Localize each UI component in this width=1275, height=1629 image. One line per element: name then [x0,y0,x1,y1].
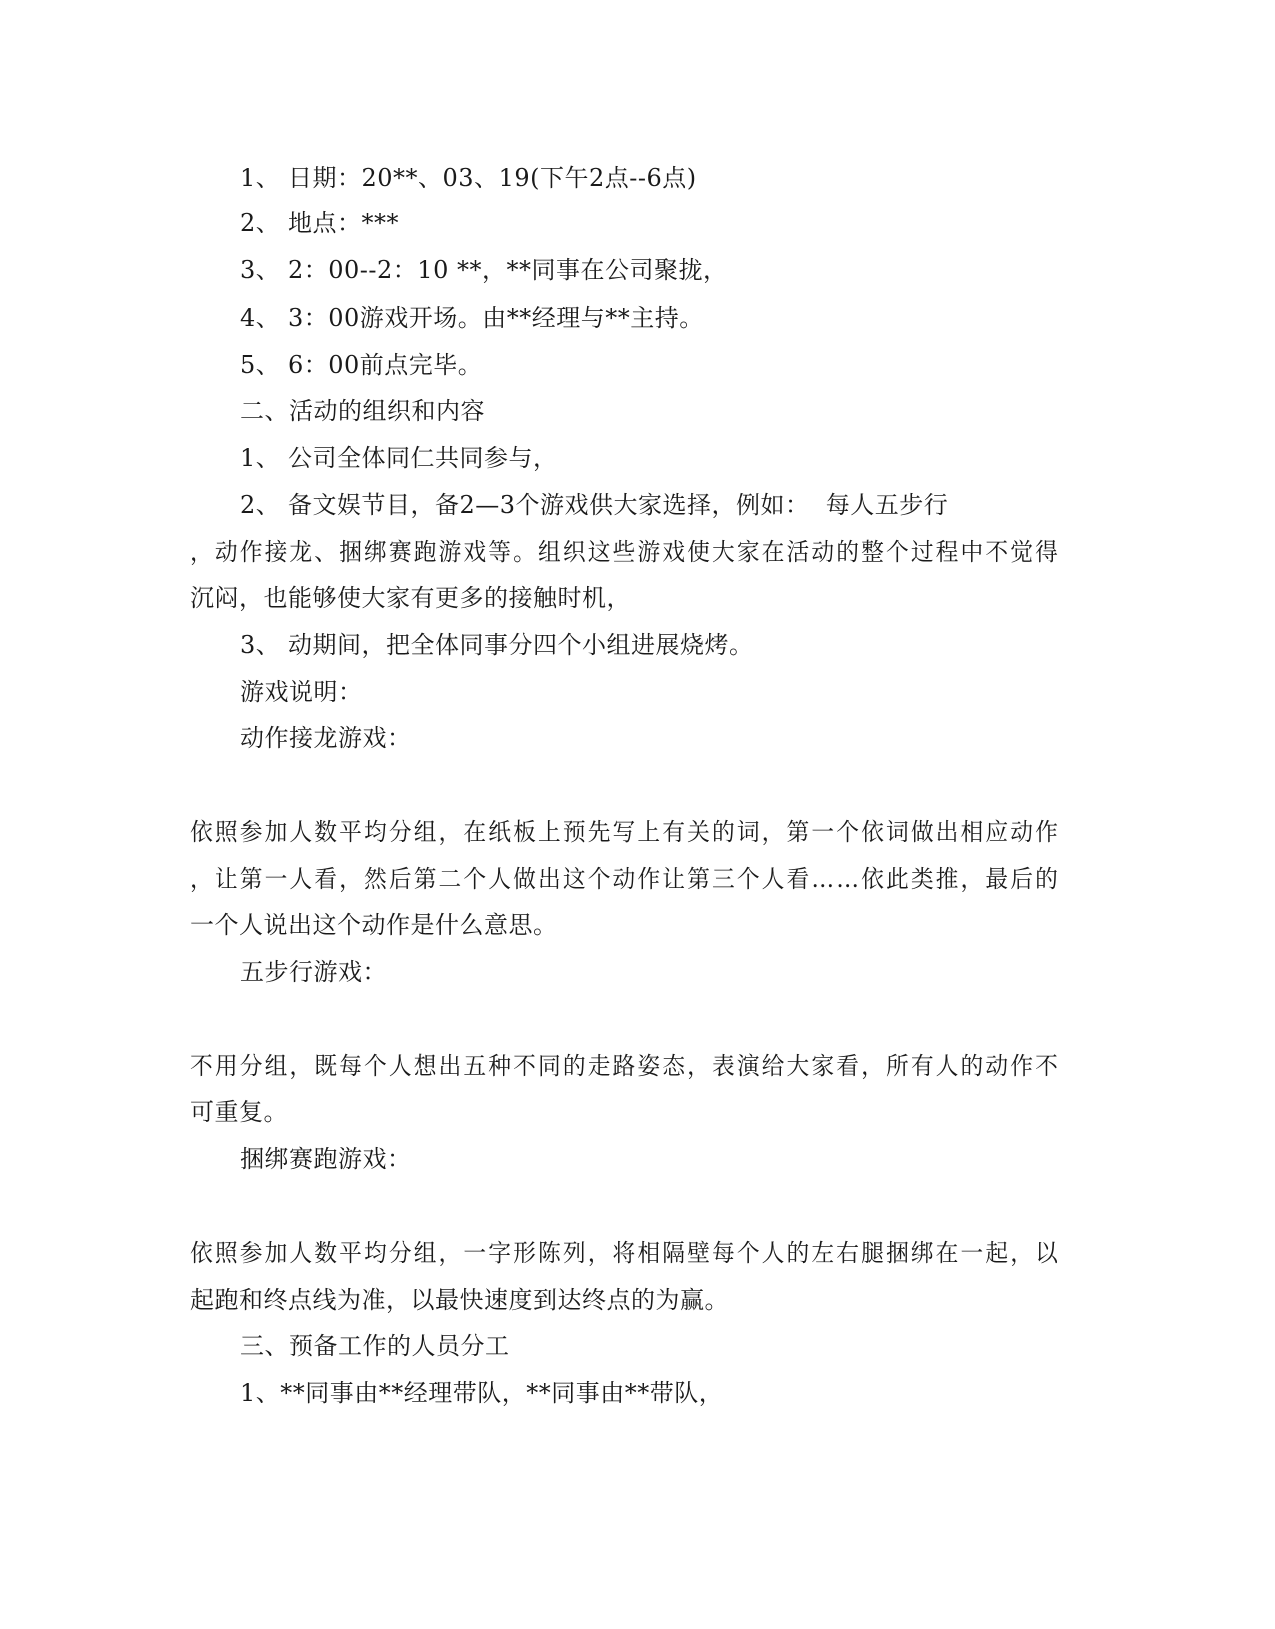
item-text: 日期：20**、03、19(下午2点--6点) [288,164,697,192]
section-heading-2: 二、活动的组织和内容 [240,397,485,425]
item-number: 1、 [240,164,281,192]
section-heading-3: 三、预备工作的人员分工 [240,1332,510,1360]
paragraph-line: 一个人说出这个动作是什么意思。 [190,911,558,939]
paragraph-line: ，动作接龙、捆绑赛跑游戏等。组织这些游戏使大家在活动的整个过程中不觉得 [190,538,1060,566]
item-number: 4、 [240,304,281,332]
paragraph-line: 不用分组，既每个人想出五种不同的走路姿态，表演给大家看，所有人的动作不 [190,1052,1060,1080]
item-text: 6：00前点完毕。 [288,351,483,379]
game-title: 捆绑赛跑游戏： [240,1145,412,1173]
section2-item-3 [240,630,754,660]
item-number: 3、 [240,631,281,659]
schedule-item-1 [240,163,697,193]
game-title: 五步行游戏： [240,958,387,986]
section2-item-2 [240,490,948,520]
item-text: 地点：*** [288,209,399,237]
item-text: 2：00--2：10 **，**同事在公司聚拢， [288,256,728,284]
paragraph-line: 可重复。 [190,1098,288,1126]
item-text: 动期间，把全体同事分四个小组进展烧烤。 [288,631,754,659]
item-number: 2、 [240,491,281,519]
paragraph-line: 依照参加人数平均分组，一字形陈列，将相隔壁每个人的左右腿捆绑在一起，以 [190,1239,1060,1267]
schedule-item-3 [240,255,727,285]
item-number: 2、 [240,209,281,237]
game-title: 动作接龙游戏： [240,724,412,752]
paragraph-line: 依照参加人数平均分组，在纸板上预先写上有关的词，第一个依词做出相应动作 [190,818,1060,846]
section3-item-1: 1、**同事由**经理带队，**同事由**带队， [240,1379,724,1407]
item-number: 5、 [240,351,281,379]
schedule-item-5 [240,350,482,380]
item-text: 3：00游戏开场。由**经理与**主持。 [288,304,704,332]
item-number: 3、 [240,256,281,284]
item-text: 公司全体同仁共同参与， [288,444,558,472]
schedule-item-2 [240,208,399,238]
paragraph-line: 起跑和终点线为准，以最快速度到达终点的为赢。 [190,1286,729,1314]
game-intro: 游戏说明： [240,678,363,706]
section2-item-1 [240,443,558,473]
paragraph-line: ，让第一人看，然后第二个人做出这个动作让第三个人看……依此类推，最后的 [190,865,1060,893]
item-text: 备文娱节目，备2—3个游戏供大家选择，例如： 每人五步行 [288,491,949,519]
schedule-item-4 [240,303,704,333]
paragraph-line: 沉闷，也能够使大家有更多的接触时机， [190,584,631,612]
item-number: 1、 [240,444,281,472]
